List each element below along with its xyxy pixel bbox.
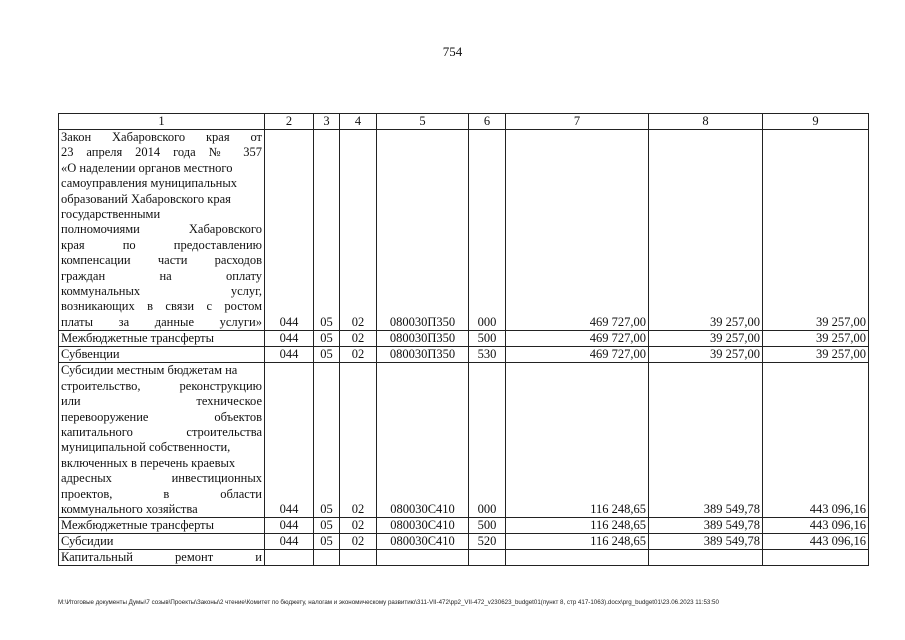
target-article-cell: 080030П350: [377, 347, 469, 363]
description-line: Субсидии: [61, 534, 114, 549]
amount-col8-cell: [649, 550, 763, 566]
amount-col9-cell: 443 096,16: [763, 363, 869, 518]
description-line: «О наделении органов местного: [61, 160, 233, 175]
description-line: граждан на оплату: [61, 268, 262, 283]
target-article-cell: 080030П350: [377, 331, 469, 347]
table-row: [59, 347, 869, 363]
expense-type-cell: 500: [469, 518, 506, 534]
description-line: возникающих в связи с ростом: [61, 299, 262, 314]
description-line: Капитальный ремонт и: [61, 550, 262, 565]
description-cell: [59, 550, 265, 566]
amount-col7-cell: 116 248,65: [506, 518, 649, 534]
kbk-chapter-cell: 044: [265, 518, 314, 534]
kbk-chapter-cell: 044: [265, 130, 314, 331]
kbk-chapter-cell: [265, 550, 314, 566]
description-line: Межбюджетные трансферты: [61, 331, 215, 346]
amount-col8-cell: 389 549,78: [649, 534, 763, 550]
description-line: компенсации части расходов: [61, 253, 262, 268]
header-cell: 4: [340, 114, 377, 130]
file-path-footer: M:\Итоговые документы Думы\7 созыв\Проекты\Законы\2 чтение\Комитет по бюджету, налогам и экономическому развитию\311-VII-472\pp2_VII-472_v230623_budget01(пункт 8, стр 417-1063).docx\prg_budget01\23.06.2023 11:53:50: [58, 599, 719, 606]
expense-type-cell: 500: [469, 331, 506, 347]
target-article-cell: 080030С410: [377, 518, 469, 534]
amount-col9-cell: 39 257,00: [763, 130, 869, 331]
description-line: полномочиями Хабаровского: [61, 222, 262, 237]
description-cell: [59, 347, 265, 363]
amount-col9-cell: 39 257,00: [763, 331, 869, 347]
kbk-chapter-cell: 044: [265, 347, 314, 363]
table-row: [59, 130, 869, 331]
description-line: Субвенции: [61, 347, 120, 362]
description-cell: [59, 518, 265, 534]
description-line: строительство, реконструкцию: [61, 378, 262, 393]
header-cell: 2: [265, 114, 314, 130]
expense-type-cell: [469, 550, 506, 566]
amount-col8-cell: 39 257,00: [649, 331, 763, 347]
header-cell: 5: [377, 114, 469, 130]
amount-col9-cell: 443 096,16: [763, 534, 869, 550]
description-line: коммунального хозяйства: [61, 501, 198, 516]
amount-col7-cell: 116 248,65: [506, 534, 649, 550]
target-article-cell: 080030С410: [377, 534, 469, 550]
description-line: Межбюджетные трансферты: [61, 518, 215, 533]
target-article-cell: 080030С410: [377, 363, 469, 518]
header-cell: 3: [314, 114, 340, 130]
header-cell: 1: [59, 114, 265, 130]
description-cell: [59, 363, 265, 518]
amount-col8-cell: 389 549,78: [649, 518, 763, 534]
table-row: [59, 550, 869, 566]
description-cell: [59, 331, 265, 347]
amount-col7-cell: 469 727,00: [506, 347, 649, 363]
description-line: платы за данные услуги»: [61, 314, 262, 329]
target-article-cell: 080030П350: [377, 130, 469, 331]
subsection-cell: 02: [340, 331, 377, 347]
kbk-chapter-cell: 044: [265, 363, 314, 518]
expense-type-cell: 000: [469, 130, 506, 331]
description-line: капитального строительства: [61, 424, 262, 439]
description-line: края по предоставлению: [61, 237, 262, 252]
page-number: 754: [442, 44, 463, 59]
amount-col9-cell: [763, 550, 869, 566]
description-line: образований Хабаровского края: [61, 191, 231, 206]
header-cell: 9: [763, 114, 869, 130]
description-line: муниципальной собственности,: [61, 440, 231, 455]
subsection-cell: 02: [340, 363, 377, 518]
description-line: самоуправления муниципальных: [61, 176, 237, 191]
description-line: адресных инвестиционных: [61, 471, 262, 486]
header-cell: 7: [506, 114, 649, 130]
kbk-chapter-cell: 044: [265, 331, 314, 347]
table-row: [59, 363, 869, 518]
amount-col8-cell: 389 549,78: [649, 363, 763, 518]
header-row: [59, 114, 869, 130]
amount-col7-cell: 469 727,00: [506, 331, 649, 347]
table-row: [59, 534, 869, 550]
amount-col8-cell: 39 257,00: [649, 130, 763, 331]
section-cell: 05: [314, 518, 340, 534]
amount-col9-cell: 443 096,16: [763, 518, 869, 534]
subsection-cell: 02: [340, 518, 377, 534]
header-cell: 8: [649, 114, 763, 130]
section-cell: 05: [314, 331, 340, 347]
amount-col7-cell: [506, 550, 649, 566]
expense-type-cell: 530: [469, 347, 506, 363]
description-line: Закон Хабаровского края от: [61, 130, 262, 144]
budget-table: [58, 113, 869, 566]
kbk-chapter-cell: 044: [265, 534, 314, 550]
description-line: 23 апреля 2014 года № 357: [61, 145, 262, 160]
amount-col9-cell: 39 257,00: [763, 347, 869, 363]
target-article-cell: [377, 550, 469, 566]
description-line: перевооружение объектов: [61, 409, 262, 424]
section-cell: 05: [314, 347, 340, 363]
section-cell: [314, 550, 340, 566]
section-cell: 05: [314, 130, 340, 331]
description-line: или техническое: [61, 394, 262, 409]
subsection-cell: 02: [340, 534, 377, 550]
description-line: государственными: [61, 207, 161, 222]
description-line: коммунальных услуг,: [61, 284, 262, 299]
subsection-cell: [340, 550, 377, 566]
amount-col8-cell: 39 257,00: [649, 347, 763, 363]
amount-col7-cell: 116 248,65: [506, 363, 649, 518]
description-line: проектов, в области: [61, 486, 262, 501]
expense-type-cell: 000: [469, 363, 506, 518]
description-line: включенных в перечень краевых: [61, 455, 236, 470]
section-cell: 05: [314, 534, 340, 550]
table-row: [59, 331, 869, 347]
subsection-cell: 02: [340, 130, 377, 331]
description-cell: [59, 130, 265, 331]
subsection-cell: 02: [340, 347, 377, 363]
description-cell: [59, 534, 265, 550]
amount-col7-cell: 469 727,00: [506, 130, 649, 331]
description-line: Субсидии местным бюджетам на: [61, 363, 238, 378]
section-cell: 05: [314, 363, 340, 518]
header-cell: 6: [469, 114, 506, 130]
expense-type-cell: 520: [469, 534, 506, 550]
table-row: [59, 518, 869, 534]
